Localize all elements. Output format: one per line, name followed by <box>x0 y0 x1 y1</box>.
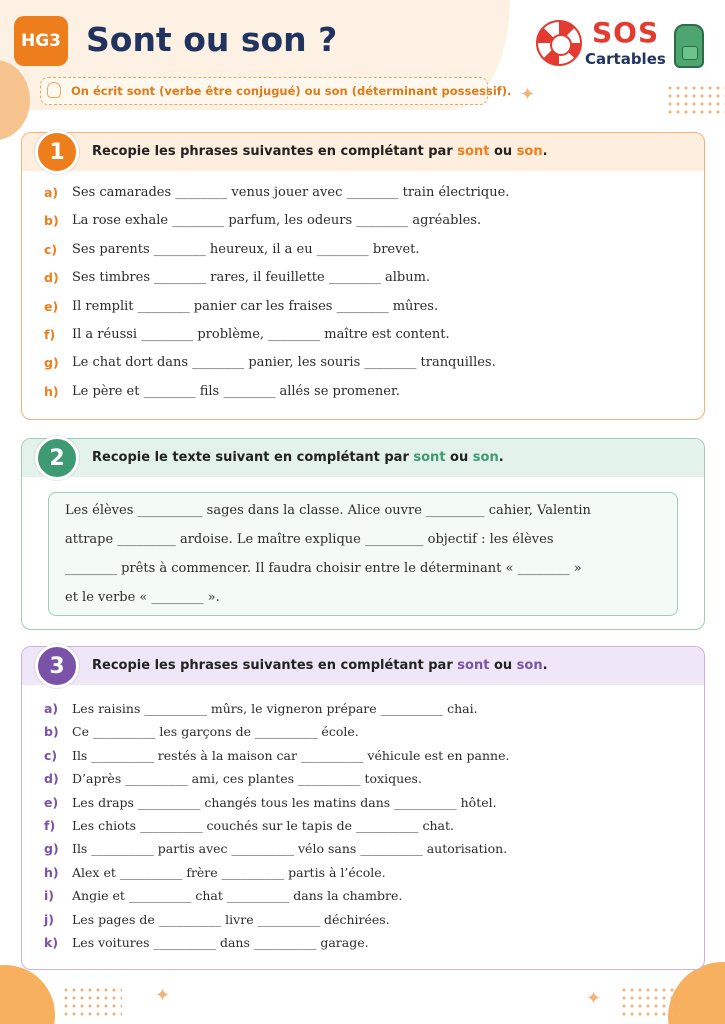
item-sentence: Alex et __________ frère __________ partis à l’école. <box>72 864 386 880</box>
instruction-text: ou <box>489 144 517 159</box>
logo-sos-text: SOS <box>592 16 660 49</box>
exercise-number: 2 <box>35 436 79 480</box>
item-letter: i) <box>44 888 54 904</box>
corner-decoration-bottom-left <box>0 965 55 1024</box>
item-sentence: Ses parents ________ heureux, il a eu ________ brevet. <box>72 241 420 257</box>
word-sont: sont <box>457 144 490 159</box>
instruction-text: Recopie les phrases suivantes en complétant par <box>92 144 458 159</box>
item-letter: f) <box>44 327 56 342</box>
item-letter: b) <box>44 724 59 740</box>
item-letter: e) <box>44 298 59 314</box>
item-sentence: Il remplit ________ panier car les fraises ________ mûres. <box>72 298 439 314</box>
item-letter: k) <box>44 935 59 950</box>
text-line: ________ prêts à commencer. Il faudra choisir entre le déterminant « ________ » <box>65 561 582 576</box>
text-line: et le verbe « ________ ». <box>65 590 220 605</box>
level-badge: HG3 <box>14 16 68 66</box>
item-letter: f) <box>44 818 56 833</box>
item-sentence: La rose exhale ________ parfum, les odeurs ________ agréables. <box>72 213 482 229</box>
text-box <box>48 492 678 616</box>
item-sentence: Ils __________ partis avec __________ vélo sans __________ autorisation. <box>72 841 508 857</box>
item-letter: d) <box>44 771 59 787</box>
instruction-text: Recopie le texte suivant en complétant par <box>92 450 414 465</box>
sparkle-icon: ✦ <box>155 985 171 1006</box>
exercise-3 <box>21 646 705 970</box>
item-sentence: Ce __________ les garçons de __________ école. <box>72 724 359 740</box>
dot-pattern <box>666 84 725 114</box>
item-sentence: D’après __________ ami, ces plantes __________ toxiques. <box>72 771 422 787</box>
lifebuoy-icon <box>536 20 582 66</box>
exercise-1 <box>21 132 705 420</box>
item-letter: e) <box>44 794 59 810</box>
item-sentence: Le père et ________ fils ________ allés se promener. <box>72 383 400 399</box>
item-sentence: Angie et __________ chat __________ dans la chambre. <box>72 888 403 904</box>
backpack-icon <box>674 24 704 68</box>
rule-reminder <box>40 77 512 105</box>
item-sentence: Ils __________ restés à la maison car __________ véhicule est en panne. <box>72 747 510 763</box>
word-sont: sont <box>413 450 446 465</box>
item-letter: g) <box>44 355 59 371</box>
exercise-number: 3 <box>35 644 79 688</box>
instruction-text: Recopie les phrases suivantes en complétant par <box>92 658 458 673</box>
item-sentence: Les pages de __________ livre __________ déchirées. <box>72 911 390 927</box>
exercise-instruction <box>92 658 548 673</box>
item-letter: c) <box>44 747 58 763</box>
exercise-instruction <box>92 144 548 159</box>
text-line: Les élèves __________ sages dans la classe. Alice ouvre _________ cahier, Valentin <box>65 503 591 518</box>
item-letter: g) <box>44 841 59 857</box>
dot-pattern <box>62 986 122 1016</box>
sparkle-icon: ✦ <box>520 84 536 105</box>
exercise-2 <box>21 438 705 630</box>
item-letter: d) <box>44 270 59 286</box>
item-letter: a) <box>44 701 59 716</box>
item-letter: h) <box>44 864 59 880</box>
exercise-number: 1 <box>35 130 79 174</box>
item-sentence: Le chat dort dans ________ panier, les souris ________ tranquilles. <box>72 355 496 371</box>
lightbulb-icon <box>47 82 61 98</box>
page-title: Sont ou son ? <box>86 20 338 59</box>
word-sont: sont <box>457 658 490 673</box>
item-letter: c) <box>44 241 58 257</box>
instruction-text: . <box>542 658 548 673</box>
item-letter: h) <box>44 383 59 399</box>
word-son: son <box>516 144 543 159</box>
sos-cartables-logo <box>532 16 712 76</box>
item-letter: a) <box>44 185 59 200</box>
word-son: son <box>516 658 543 673</box>
logo-cartables-text: Cartables <box>585 50 666 68</box>
item-letter: b) <box>44 213 59 229</box>
instruction-text: ou <box>445 450 473 465</box>
item-letter: j) <box>44 911 54 927</box>
item-sentence: Les chiots __________ couchés sur le tapis de __________ chat. <box>72 818 454 833</box>
word-son: son <box>472 450 499 465</box>
item-sentence: Les raisins __________ mûrs, le vigneron prépare __________ chai. <box>72 701 478 716</box>
dot-pattern <box>620 986 680 1016</box>
item-sentence: Les voitures __________ dans __________ garage. <box>72 935 369 950</box>
item-sentence: Ses timbres ________ rares, il feuillette ________ album. <box>72 270 431 286</box>
item-sentence: Les draps __________ changés tous les matins dans __________ hôtel. <box>72 794 497 810</box>
rule-text: On écrit sont (verbe être conjugué) ou son (déterminant possessif). <box>71 84 512 98</box>
sparkle-icon: ✦ <box>586 988 602 1009</box>
instruction-text: . <box>542 144 548 159</box>
item-sentence: Ses camarades ________ venus jouer avec ________ train électrique. <box>72 185 510 200</box>
instruction-text: ou <box>489 658 517 673</box>
item-sentence: Il a réussi ________ problème, ________ maître est content. <box>72 327 450 342</box>
text-line: attrape _________ ardoise. Le maître explique _________ objectif : les élèves <box>65 532 554 547</box>
exercise-instruction <box>92 450 504 465</box>
instruction-text: . <box>498 450 504 465</box>
